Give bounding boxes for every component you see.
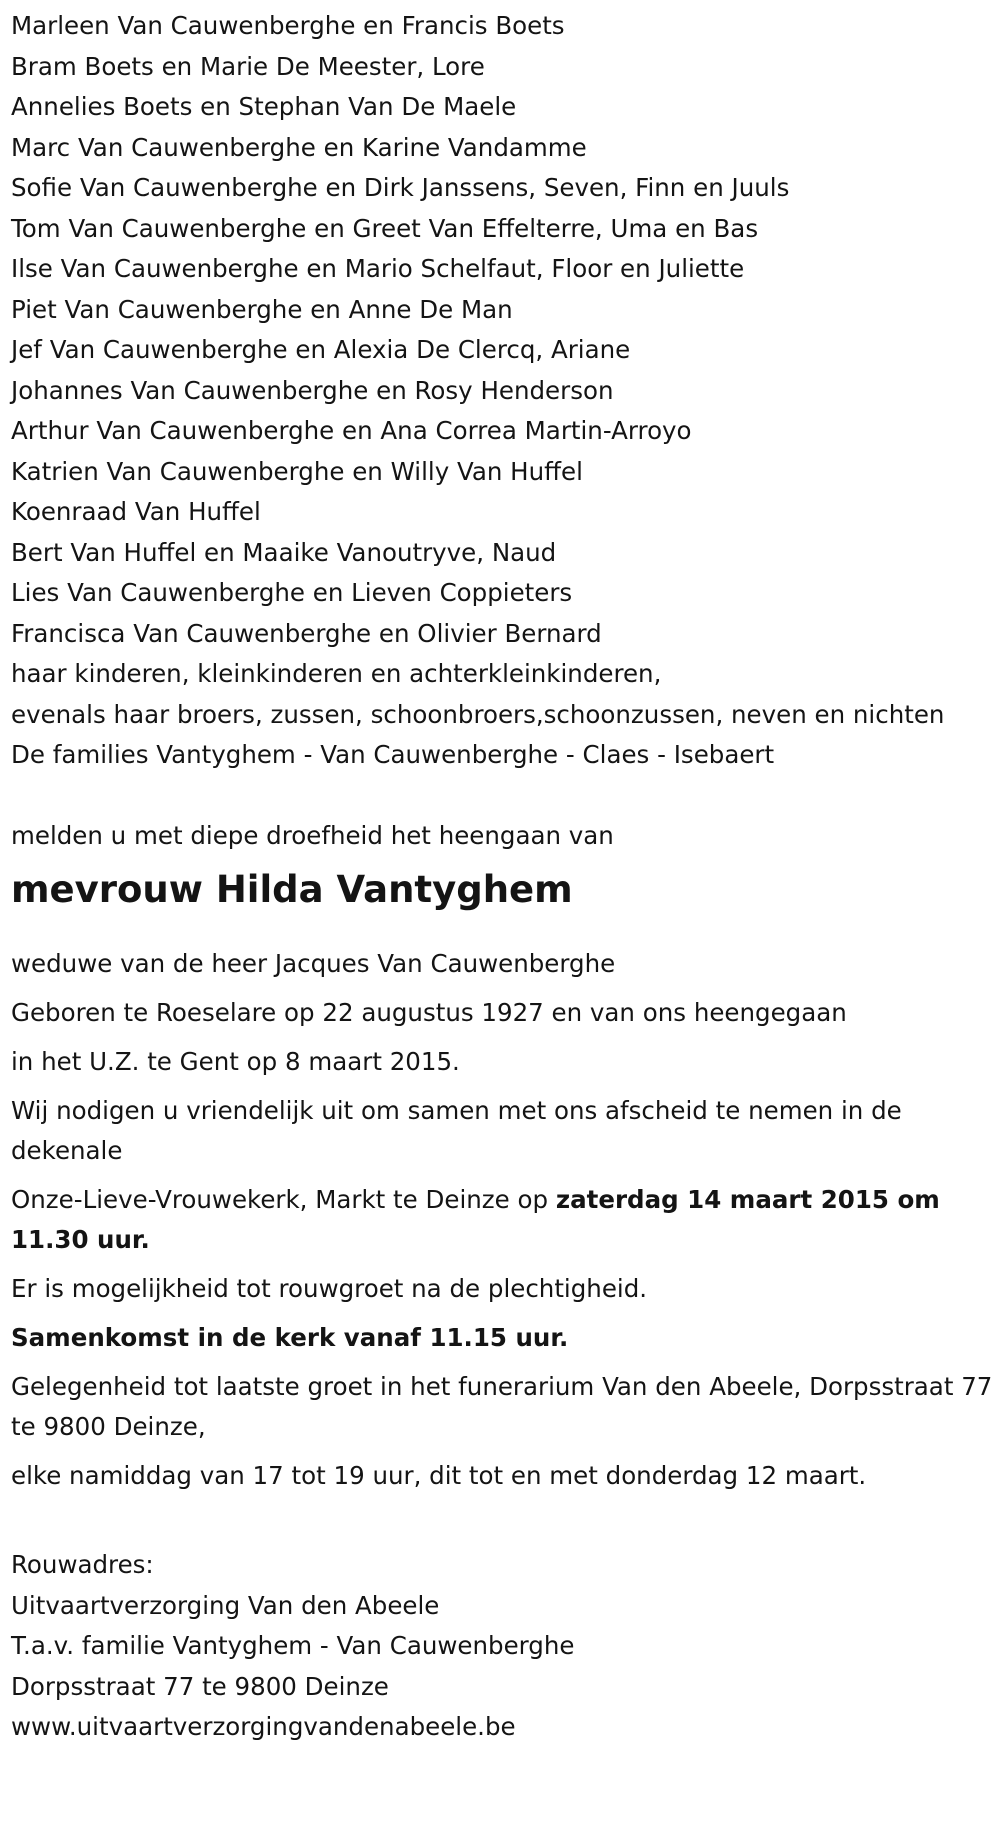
family-line: De families Vantyghem - Van Cauwenberghe - Claes - Isebaert: [11, 740, 775, 769]
church-location: Onze-Lieve-Vrouwekerk, Markt te Deinze op: [11, 1185, 556, 1214]
widow-text: weduwe van de heer Jacques Van Cauwenberghe: [11, 949, 616, 978]
death-text: in het U.Z. te Gent op 8 maart 2015.: [11, 1047, 460, 1076]
family-line: Johannes Van Cauwenberghe en Rosy Henderson: [11, 375, 614, 405]
family-line: Arthur Van Cauwenberghe en Ana Correa Martin-Arroyo: [11, 416, 692, 445]
viewing-times-text: elke namiddag van 17 tot 19 uur, dit tot en met donderdag 12 maart.: [11, 1461, 867, 1490]
website-link[interactable]: www.uitvaartverzorgingvandenabeele.be: [11, 1712, 516, 1741]
family-line: Tom Van Cauwenberghe en Greet Van Effelterre, Uma en Bas: [11, 213, 759, 243]
family-line: Jef Van Cauwenberghe en Alexia De Clercq, Ariane: [11, 335, 631, 364]
family-line: Marc Van Cauwenberghe en Karine Vandamme: [11, 132, 587, 162]
mourning-address: [11, 1545, 1000, 1748]
family-line: Lies Van Cauwenberghe en Lieven Coppieters: [11, 578, 573, 607]
family-line: Bert Van Huffel en Maaike Vanoutryve, Naud: [11, 537, 557, 567]
church-text: [11, 1180, 996, 1260]
invitation-text: Wij nodigen u vriendelijk uit om samen met ons afscheid te nemen in de dekenale: [11, 1096, 902, 1165]
family-line: evenals haar broers, zussen, schoonbroers,schoonzussen, neven en nichten: [11, 699, 945, 729]
birth-text: Geboren te Roeselare op 22 augustus 1927 en van ons heengegaan: [11, 998, 847, 1027]
family-line: Bram Boets en Marie De Meester, Lore: [11, 51, 485, 81]
address-street: Dorpsstraat 77 te 9800 Deinze: [11, 1671, 389, 1701]
family-line: Ilse Van Cauwenberghe en Mario Schelfaut, Floor en Juliette: [11, 254, 745, 283]
church-datetime: zaterdag 14 maart 2015 om 11.30 uur.: [11, 1185, 940, 1254]
viewing-text: Gelegenheid tot laatste groet in het funerarium Van den Abeele, Dorpsstraat 77 te 9800 Deinze,: [11, 1372, 993, 1441]
condolence-text: Er is mogelijkheid tot rouwgroet na de plechtigheid.: [11, 1274, 648, 1303]
address-label: Rouwadres:: [11, 1550, 154, 1579]
spacer: [11, 776, 1000, 816]
family-line: Annelies Boets en Stephan Van De Maele: [11, 92, 517, 121]
address-attention: T.a.v. familie Vantyghem - Van Cauwenberghe: [11, 1631, 575, 1660]
family-list: [11, 6, 1000, 776]
notice-details: [11, 944, 1000, 1496]
deceased-name: mevrouw Hilda Vantyghem: [11, 868, 573, 911]
family-line: Piet Van Cauwenberghe en Anne De Man: [11, 294, 513, 324]
address-company: Uitvaartverzorging Van den Abeele: [11, 1590, 440, 1620]
family-line: haar kinderen, kleinkinderen en achterkleinkinderen,: [11, 659, 662, 688]
family-line: Koenraad Van Huffel: [11, 497, 261, 526]
family-line: Marleen Van Cauwenberghe en Francis Boets: [11, 11, 565, 40]
gathering-text: Samenkomst in de kerk vanaf 11.15 uur.: [11, 1323, 569, 1352]
family-line: Francisca Van Cauwenberghe en Olivier Bernard: [11, 618, 602, 648]
family-line: Katrien Van Cauwenberghe en Willy Van Huffel: [11, 456, 583, 486]
spacer: [11, 1505, 1000, 1545]
family-line: Sofie Van Cauwenberghe en Dirk Janssens, Seven, Finn en Juuls: [11, 173, 790, 202]
announcement-text: melden u met diepe droefheid het heengaan van: [11, 820, 614, 850]
